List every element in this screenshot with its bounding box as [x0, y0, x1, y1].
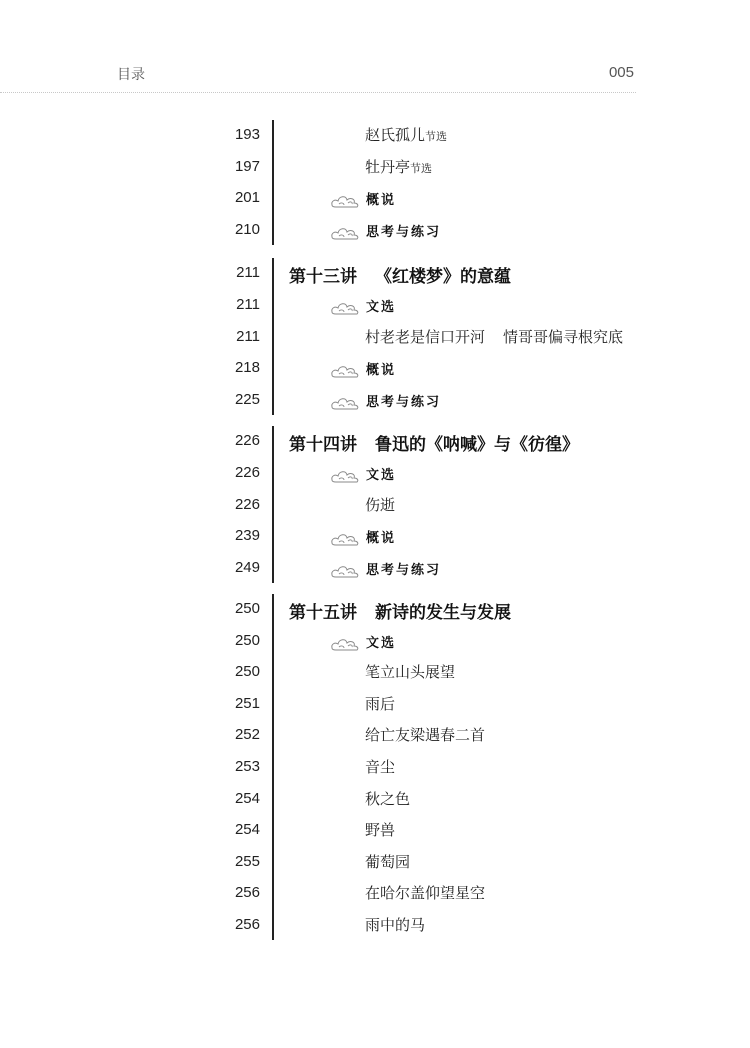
toc-entry[interactable]	[0, 262, 750, 286]
toc-entry[interactable]	[0, 724, 750, 748]
toc-page-number: 251	[234, 694, 260, 712]
header-divider	[0, 92, 636, 93]
chapter-title: 鲁迅的《呐喊》与《彷徨》	[375, 435, 579, 455]
work-title-text: 笔立山头展望	[365, 663, 456, 682]
chapter-label: 第十四讲	[289, 435, 357, 455]
work-title-text: 给亡友梁遇春二首	[365, 726, 486, 745]
toc-entry[interactable]	[0, 124, 750, 148]
toc-entry[interactable]	[0, 219, 750, 243]
work-title	[365, 756, 395, 777]
chapter-label: 第十三讲	[289, 267, 357, 287]
chapter-title: 新诗的发生与发展	[375, 603, 511, 623]
running-header-section: 目录	[117, 67, 145, 83]
toc-page-number: 226	[234, 495, 260, 513]
toc-entry[interactable]	[0, 756, 750, 780]
toc-page-number: 256	[234, 916, 260, 933]
work-title-text: 音尘	[365, 758, 396, 776]
work-title-text: 雨中的马	[365, 916, 426, 934]
toc-entry[interactable]	[0, 462, 750, 486]
toc-page-number: 252	[234, 726, 260, 744]
toc-entry[interactable]	[0, 630, 750, 654]
section-heading: 思考与练习	[366, 563, 442, 579]
cloud-ornament-icon	[330, 468, 360, 484]
work-title	[365, 819, 395, 840]
toc-page-number: 254	[234, 821, 260, 839]
toc-entry[interactable]	[0, 557, 750, 581]
cloud-ornament-icon	[330, 636, 360, 652]
work-title	[365, 788, 410, 809]
work-title	[365, 326, 623, 347]
toc-page-number: 239	[234, 527, 260, 545]
toc-page-number: 249	[234, 559, 260, 577]
toc-entry[interactable]	[0, 357, 750, 381]
work-title-text: 野兽	[365, 821, 396, 840]
toc-entry[interactable]	[0, 187, 750, 211]
toc-page-number: 211	[236, 327, 260, 345]
work-title-text: 牡丹亭	[365, 157, 411, 176]
work-title	[365, 724, 485, 745]
section-heading: 思考与练习	[366, 224, 442, 240]
work-title	[365, 914, 425, 935]
toc-page-number: 211	[236, 295, 260, 313]
toc-page-number: 254	[234, 789, 260, 807]
toc-entry[interactable]	[0, 882, 750, 906]
toc-page-number: 197	[234, 157, 260, 175]
toc-page-number: 211	[236, 264, 260, 281]
toc-page-number: 250	[234, 600, 260, 617]
work-title	[365, 124, 447, 145]
toc-page-number: 226	[234, 463, 260, 481]
section-heading: 概说	[366, 193, 397, 208]
work-title-text: 伤逝	[365, 495, 396, 514]
cloud-ornament-icon	[330, 300, 360, 316]
toc-entry[interactable]	[0, 326, 750, 350]
toc-page-number: 226	[234, 432, 260, 449]
toc-page-number: 255	[234, 852, 260, 870]
chapter-heading	[289, 430, 579, 455]
toc-page-number: 193	[234, 126, 260, 143]
section-heading: 思考与练习	[366, 395, 442, 411]
toc-entry[interactable]	[0, 788, 750, 812]
toc-entry[interactable]	[0, 819, 750, 843]
work-title	[365, 156, 432, 177]
toc-page-number: 218	[234, 359, 260, 377]
excerpt-note: 节选	[410, 161, 433, 175]
section-heading: 文选	[366, 299, 397, 315]
toc-page-number: 256	[234, 884, 260, 902]
toc-entry[interactable]	[0, 851, 750, 875]
work-title	[365, 882, 485, 903]
chapter-title: 《红楼梦》的意蕴	[375, 267, 511, 287]
toc-page-number: 250	[234, 663, 260, 681]
toc-entry[interactable]	[0, 389, 750, 413]
work-title-text: 雨后	[365, 694, 396, 713]
work-title	[365, 851, 410, 872]
excerpt-note: 节选	[425, 130, 448, 143]
cloud-ornament-icon	[330, 363, 360, 379]
work-title-text: 情哥哥偏寻根究底	[503, 327, 624, 346]
toc-page-number: 250	[234, 631, 260, 649]
work-title	[365, 661, 455, 682]
section-heading: 文选	[366, 635, 397, 651]
running-header-page-number: 005	[608, 64, 634, 81]
cloud-ornament-icon	[330, 531, 360, 547]
toc-page-number: 201	[234, 189, 260, 206]
cloud-ornament-icon	[330, 395, 360, 411]
toc-entry[interactable]	[0, 598, 750, 622]
work-title	[365, 693, 395, 714]
toc-entry[interactable]	[0, 294, 750, 318]
toc-entry[interactable]	[0, 156, 750, 180]
section-heading: 概说	[366, 363, 397, 379]
work-title	[365, 494, 395, 515]
toc-entry[interactable]	[0, 661, 750, 685]
work-title-text: 秋之色	[365, 789, 411, 808]
section-heading: 文选	[366, 467, 397, 483]
toc-entry[interactable]	[0, 693, 750, 717]
toc-page-number: 253	[234, 758, 260, 775]
work-title-text: 葡萄园	[365, 852, 411, 871]
toc-page-number: 225	[234, 391, 260, 409]
toc-entry[interactable]	[0, 525, 750, 549]
toc-entry[interactable]	[0, 494, 750, 518]
work-title-text: 赵氏孤儿	[365, 126, 426, 144]
work-title-text: 在哈尔盖仰望星空	[365, 884, 486, 903]
chapter-label: 第十五讲	[289, 603, 357, 623]
chapter-heading	[289, 262, 511, 287]
cloud-ornament-icon	[330, 193, 360, 209]
section-heading: 概说	[366, 531, 397, 547]
toc-entry[interactable]	[0, 914, 750, 938]
chapter-heading	[289, 598, 511, 623]
toc-page-number: 210	[234, 220, 260, 238]
cloud-ornament-icon	[330, 563, 360, 579]
toc-entry[interactable]	[0, 430, 750, 454]
work-title-text: 村老老是信口开河	[365, 327, 486, 346]
cloud-ornament-icon	[330, 225, 360, 241]
